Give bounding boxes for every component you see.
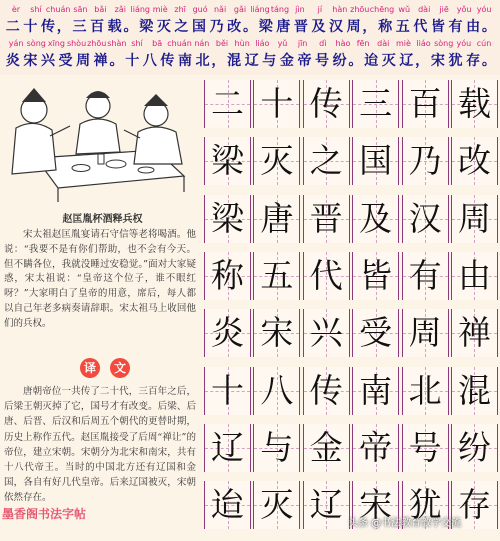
grid-character: 之 — [309, 141, 343, 181]
header-hanzi: 辽 — [399, 53, 414, 69]
pinyin-syllable: zhōu — [350, 5, 370, 14]
grid-cell — [253, 309, 300, 357]
grid-cell — [303, 309, 350, 357]
pinyin-syllable: bǎi — [94, 5, 107, 14]
grid-character: 唐 — [260, 198, 294, 238]
grid-character: 宋 — [359, 485, 393, 525]
grid-cell — [352, 80, 399, 128]
grid-character: 由 — [457, 255, 491, 295]
hanzi-row-1 — [0, 16, 500, 38]
grid-character: 存 — [457, 485, 491, 525]
header-hanzi: 传 — [40, 19, 55, 35]
header-hanzi: 纷 — [332, 53, 347, 69]
grid-character: 及 — [359, 198, 393, 238]
pinyin-syllable: dì — [319, 39, 327, 48]
grid-cell — [253, 481, 300, 529]
grid-character: 与 — [260, 427, 294, 467]
grid-cell — [253, 424, 300, 472]
grid-cell — [451, 80, 498, 128]
story-paragraph: 宋太祖赵匡胤宴请石守信等老将喝酒。他说：“我要不是有你们帮助，也不会有今天。但不瞒各位，我就没睡过安稳觉。”面对大家疑惑，宋太祖说：“皇帝这个位子，谁不眼红呀？”大家明白了皇帝的用意，席后，每人都以自己年老多病奏请辞职。宋太祖马上收回他们的兵权。 — [4, 229, 196, 329]
header-hanzi: 辽 — [244, 53, 259, 69]
pinyin-syllable: gǎi — [233, 5, 247, 14]
pinyin-syllable: chuán — [167, 39, 192, 48]
pinyin-syllable: jīn — [297, 39, 308, 48]
translation-text — [4, 384, 196, 506]
grid-character: 八 — [260, 370, 294, 410]
header-hanzi: 南 — [177, 53, 192, 69]
grid-cell — [204, 80, 251, 128]
grid-cell — [352, 481, 399, 529]
grid-cell — [451, 195, 498, 243]
header-hanzi: 百 — [90, 19, 105, 35]
grid-cell — [402, 309, 449, 357]
pinyin-syllable: xīng — [47, 39, 65, 48]
grid-character: 灭 — [260, 485, 294, 525]
grid-character: 传 — [309, 84, 343, 123]
banquet-illustration — [6, 80, 194, 208]
header-hanzi: 灭 — [381, 53, 396, 69]
grid-cell — [303, 481, 350, 529]
pinyin-syllable: liáo — [255, 39, 270, 48]
header-hanzi: 皆 — [430, 19, 445, 35]
translation-paragraph: 唐朝帝位一共传了二十代，三百年之后，后梁王朝灭掉了它，国号才有改变。后梁、后唐、后晋、后汉和后周五个朝代的更替时期，历史上称作五代。赵匡胤接受了后周“禅让”的帝位，建立宋朝。宋朝分为北宋和南宋，共有十八代帝王。当时的中国北方还有辽国和金国，各自有好几代皇帝。后来辽国被灭，宋朝依然存在。 — [4, 386, 196, 504]
grid-character: 改 — [457, 141, 491, 181]
grid-character: 灭 — [260, 141, 294, 181]
grid-cell — [451, 367, 498, 415]
grid-cell — [204, 481, 251, 529]
pinyin-syllable: miè — [152, 5, 168, 14]
grid-character: 辽 — [309, 485, 343, 525]
grid-cell — [352, 137, 399, 185]
grid-character: 迨 — [211, 485, 244, 525]
grid-character: 二 — [211, 84, 244, 123]
pinyin-syllable: shòu — [66, 39, 87, 48]
grid-character: 辽 — [211, 427, 244, 467]
pinyin-syllable: cún — [476, 39, 492, 48]
header-hanzi: 十 — [23, 19, 38, 35]
header-hanzi: 受 — [58, 53, 73, 69]
grid-character: 代 — [309, 255, 343, 295]
header-hanzi: 兴 — [40, 53, 55, 69]
grid-row — [204, 367, 498, 415]
header-hanzi: 梁 — [258, 19, 273, 35]
pinyin-syllable: shí — [131, 39, 143, 48]
story-text — [4, 228, 196, 332]
header-hanzi: 五 — [395, 19, 410, 35]
grid-cell — [402, 424, 449, 472]
pinyin-syllable: sòng — [26, 39, 46, 48]
pinyin-syllable: hào — [335, 39, 351, 48]
site-logo-text: 墨香阁书法字帖 — [2, 507, 87, 521]
grid-character: 纷 — [457, 427, 491, 467]
watermark: 头条 @书法教育教学交流 — [348, 518, 462, 529]
header-hanzi: 有 — [448, 19, 463, 35]
grid-character: 有 — [408, 255, 442, 295]
grid-cell — [352, 195, 399, 243]
pinyin-syllable: bā — [152, 39, 163, 48]
grid-cell — [204, 195, 251, 243]
translation-title-char: 文 — [110, 358, 130, 378]
header-hanzi: 犹 — [448, 53, 463, 69]
header-hanzi: 之 — [174, 19, 189, 35]
grid-character: 南 — [359, 370, 393, 410]
grid-cell — [352, 252, 399, 300]
pinyin-syllable: liáo — [416, 39, 431, 48]
header-punctuation: ， — [415, 53, 430, 69]
header-hanzi: 帝 — [297, 53, 312, 69]
grid-character: 百 — [408, 84, 442, 123]
pinyin-row-2 — [0, 38, 500, 50]
header-punctuation: 。 — [348, 53, 363, 69]
grid-cell — [352, 309, 399, 357]
copybook-grid — [204, 80, 498, 540]
grid-character: 号 — [408, 427, 442, 467]
header-hanzi: 禅 — [93, 53, 108, 69]
grid-cell — [451, 481, 498, 529]
header-hanzi: 周 — [346, 19, 361, 35]
pinyin-syllable: jìn — [295, 5, 305, 14]
header-hanzi: 传 — [160, 53, 175, 69]
pinyin-syllable: yán — [8, 39, 24, 48]
pinyin-syllable: chuán — [45, 5, 71, 14]
grid-character: 禅 — [457, 313, 491, 353]
header-hanzi: 载 — [107, 19, 122, 35]
illustration-caption: 赵匡胤杯酒释兵权 — [62, 214, 143, 225]
pinyin-syllable: yóu — [476, 5, 492, 14]
grid-character: 国 — [359, 141, 393, 181]
pinyin-syllable: fēn — [356, 39, 370, 48]
grid-cell — [451, 137, 498, 185]
header-punctuation: ， — [211, 53, 226, 69]
grid-character: 梁 — [211, 198, 244, 238]
grid-cell — [204, 252, 251, 300]
pinyin-row-1 — [0, 4, 500, 16]
header-hanzi: 称 — [378, 19, 393, 35]
grid-cell — [451, 309, 498, 357]
grid-character: 称 — [211, 255, 244, 295]
grid-cell — [402, 252, 449, 300]
grid-row — [204, 252, 498, 300]
pinyin-syllable: jiē — [439, 5, 449, 14]
grid-character: 梁 — [211, 141, 244, 181]
pinyin-syllable: liáng — [130, 5, 150, 14]
pinyin-syllable: táng — [270, 5, 290, 14]
grid-cell — [204, 424, 251, 472]
header-hanzi: 由 — [466, 19, 481, 35]
pinyin-syllable: zǎi — [114, 5, 126, 14]
grid-cell — [303, 367, 350, 415]
header-punctuation: 。 — [481, 53, 496, 69]
grid-cell — [451, 252, 498, 300]
header-punctuation: 。 — [109, 53, 124, 69]
grid-cell — [253, 137, 300, 185]
header-hanzi: 存 — [466, 53, 481, 69]
header-hanzi: 与 — [262, 53, 277, 69]
header-hanzi: 梁 — [139, 19, 154, 35]
pinyin-syllable: zhī — [174, 5, 186, 14]
header-hanzi: 乃 — [209, 19, 224, 35]
hanzi-row-2 — [0, 50, 500, 72]
grid-cell — [402, 80, 449, 128]
pinyin-syllable: zhōu — [87, 39, 107, 48]
pinyin-syllable: liáng — [250, 5, 270, 14]
header-hanzi: 及 — [311, 19, 326, 35]
grid-row — [204, 195, 498, 243]
grid-character: 五 — [260, 255, 294, 295]
header-hanzi: 宋 — [430, 53, 445, 69]
pinyin-syllable: guó — [192, 5, 208, 14]
grid-character: 帝 — [359, 427, 393, 467]
pinyin-syllable: dài — [418, 5, 431, 14]
pinyin-syllable: hùn — [234, 39, 250, 48]
grid-cell — [204, 367, 251, 415]
grid-character: 载 — [457, 84, 491, 123]
grid-cell — [402, 481, 449, 529]
grid-row — [204, 309, 498, 357]
grid-character: 十 — [211, 370, 244, 410]
grid-cell — [303, 424, 350, 472]
header-hanzi: 炎 — [5, 53, 20, 69]
header-hanzi: 八 — [142, 53, 157, 69]
header-punctuation: 。 — [242, 19, 257, 35]
grid-character: 混 — [457, 370, 491, 410]
grid-character: 传 — [309, 370, 343, 410]
pinyin-syllable: běi — [215, 39, 229, 48]
header-hanzi: 宋 — [23, 53, 38, 69]
grid-cell — [451, 424, 498, 472]
pinyin-syllable: wǔ — [398, 5, 411, 14]
header-hanzi: 号 — [315, 53, 330, 69]
grid-cell — [303, 137, 350, 185]
pinyin-syllable: jí — [317, 5, 323, 14]
grid-cell — [402, 367, 449, 415]
grid-cell — [352, 424, 399, 472]
grid-character: 三 — [359, 84, 393, 123]
pinyin-syllable: yóu — [456, 39, 472, 48]
translation-title — [80, 358, 184, 378]
grid-cell — [253, 367, 300, 415]
pinyin-syllable: sān — [73, 5, 88, 14]
header-hanzi: 十 — [125, 53, 140, 69]
header-hanzi: 北 — [195, 53, 210, 69]
grid-character: 犹 — [408, 485, 442, 525]
pinyin-header — [0, 0, 500, 75]
header-hanzi: 周 — [76, 53, 91, 69]
pinyin-syllable: chēng — [369, 5, 395, 14]
header-hanzi: 国 — [191, 19, 206, 35]
header-hanzi: 改 — [227, 19, 242, 35]
grid-character: 金 — [309, 427, 343, 467]
header-punctuation: 。 — [123, 19, 138, 35]
grid-character: 北 — [408, 370, 442, 410]
grid-character: 宋 — [260, 313, 294, 353]
grid-cell — [402, 195, 449, 243]
translation-title-char: 译 — [80, 358, 100, 378]
grid-cell — [253, 80, 300, 128]
grid-cell — [303, 80, 350, 128]
pinyin-syllable: nán — [194, 39, 210, 48]
grid-row — [204, 137, 498, 185]
grid-character: 炎 — [211, 313, 244, 353]
header-hanzi: 二 — [5, 19, 20, 35]
pinyin-syllable: shàn — [107, 39, 127, 48]
grid-cell — [204, 309, 251, 357]
grid-character: 汉 — [408, 198, 442, 238]
header-hanzi: 三 — [72, 19, 87, 35]
header-hanzi: 灭 — [156, 19, 171, 35]
pinyin-syllable: nǎi — [213, 5, 227, 14]
pinyin-syllable: dài — [377, 39, 390, 48]
header-hanzi: 唐 — [276, 19, 291, 35]
grid-cell — [402, 137, 449, 185]
grid-character: 周 — [457, 198, 491, 238]
header-punctuation: 。 — [481, 19, 496, 35]
pinyin-syllable: yǔ — [277, 39, 288, 48]
grid-cell — [253, 252, 300, 300]
header-hanzi: 混 — [227, 53, 242, 69]
grid-character: 晋 — [309, 198, 343, 238]
pinyin-syllable: yǒu — [456, 5, 472, 14]
grid-row — [204, 424, 498, 472]
grid-row — [204, 80, 498, 128]
header-punctuation: ， — [362, 19, 377, 35]
header-hanzi: 金 — [279, 53, 294, 69]
header-hanzi: 汉 — [329, 19, 344, 35]
grid-cell — [253, 195, 300, 243]
header-hanzi: 迨 — [364, 53, 379, 69]
pinyin-syllable: sòng — [434, 39, 454, 48]
header-hanzi: 代 — [413, 19, 428, 35]
grid-character: 十 — [260, 84, 294, 123]
grid-cell — [303, 195, 350, 243]
header-hanzi: 晋 — [293, 19, 308, 35]
grid-cell — [303, 252, 350, 300]
pinyin-syllable: shí — [30, 5, 42, 14]
pinyin-syllable: èr — [11, 5, 21, 14]
grid-character: 受 — [359, 313, 393, 353]
grid-cell — [352, 367, 399, 415]
grid-character: 周 — [408, 313, 442, 353]
grid-cell — [204, 137, 251, 185]
grid-character: 乃 — [408, 141, 442, 181]
pinyin-syllable: miè — [395, 39, 411, 48]
header-punctuation: ， — [56, 19, 71, 35]
pinyin-syllable: hàn — [332, 5, 348, 14]
grid-character: 皆 — [359, 255, 393, 295]
grid-character: 兴 — [309, 313, 343, 353]
